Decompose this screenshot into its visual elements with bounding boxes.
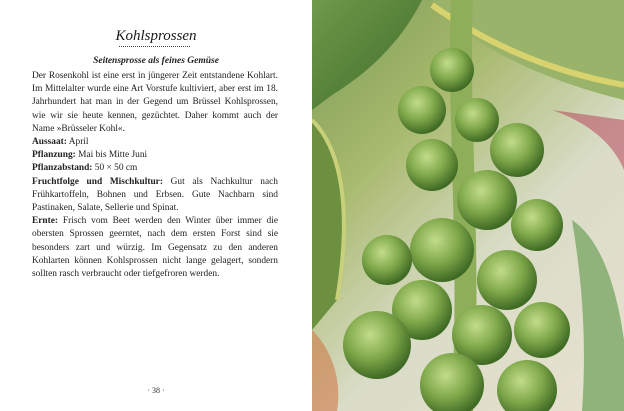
sprouts-illustration (312, 0, 624, 411)
intro-paragraph: Der Rosenkohl ist eine erst in jüngerer Zeit entstandene Kohlart. Im Mittelalter wurde eine Art Vorstufe kultiviert, aber erst im 18. Jahrhundert hat man in der Gegend um Brüssel Kohlsprossen, wie wir sie heute kennen, gezüchtet. Daher kommt auch der Name »Brüsseler Kohl«. (32, 71, 278, 134)
fact-sowing (32, 136, 278, 149)
leaf-shape (312, 330, 338, 411)
sprout (511, 199, 563, 251)
fact-label: Ernte: (32, 216, 59, 227)
fact-label: Pflanzung: (32, 150, 76, 161)
fact-harvest (32, 215, 278, 281)
sprout (497, 360, 557, 411)
sprout (514, 302, 570, 358)
page-title: Kohlsprossen (115, 28, 197, 44)
fact-text: Gut als Nachkultur nach Frühkartoffeln, Bohnen und Erbsen. Gute Nachbarn sind Pastinaken, Salate, Sellerie und Spinat. (32, 176, 278, 214)
sprout (362, 235, 412, 285)
leaf-shape (572, 220, 624, 411)
sprout (398, 86, 446, 134)
page-number: · 38 · (147, 386, 165, 395)
title-divider (119, 46, 190, 47)
body-text (32, 70, 278, 281)
fact-label: Fruchtfolge und Mischkultur: (32, 176, 163, 187)
leaf-shape (552, 110, 624, 170)
fact-spacing (32, 162, 278, 175)
sprout (410, 218, 474, 282)
sprout (430, 48, 474, 92)
fact-label: Aussaat: (32, 137, 67, 148)
fact-text: Frisch vom Beet werden den Winter über immer die obersten Sprossen geerntet, nach dem ersten Forst sind sie besonders zart und würzig. Im Gegensatz zu den anderen Kohlarten können Kohlsprossen nicht lange gelagert, sondern sollten rasch verbraucht oder tiefgefroren werden. (32, 216, 278, 280)
brussels-sprouts-photo (312, 0, 624, 411)
sprout (457, 170, 517, 230)
subtitle: Seitensprosse als feines Gemüse (93, 56, 219, 66)
sprout (406, 139, 458, 191)
sprout (490, 123, 544, 177)
fact-rotation (32, 176, 278, 216)
fact-text: April (66, 137, 89, 148)
sprout (455, 98, 499, 142)
sprout (343, 311, 411, 379)
sprout (477, 250, 537, 310)
fact-text: Mai bis Mitte Juni (75, 150, 148, 161)
fact-label: Pflanzabstand: (32, 163, 93, 174)
fact-planting (32, 149, 278, 162)
fact-text: 50 × 50 cm (92, 163, 138, 174)
